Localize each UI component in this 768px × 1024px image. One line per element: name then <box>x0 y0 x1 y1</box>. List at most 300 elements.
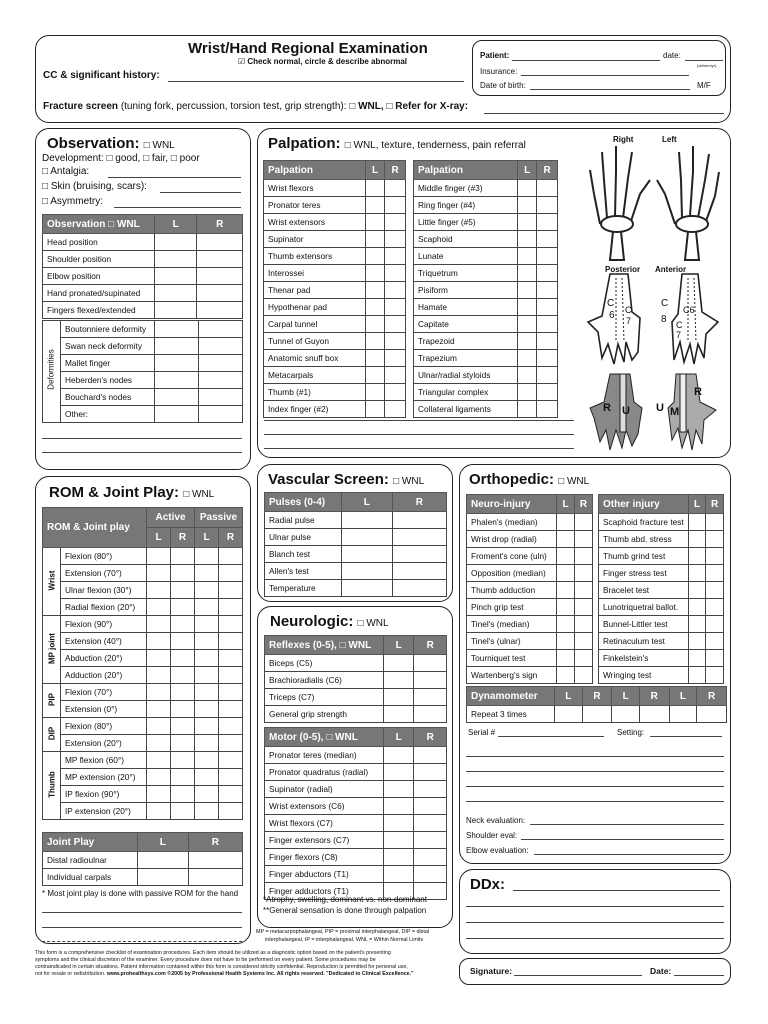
cell[interactable] <box>385 214 406 231</box>
orthopedic-notes-line[interactable] <box>466 756 724 757</box>
cell[interactable] <box>188 869 242 886</box>
cell[interactable] <box>155 302 197 319</box>
patient-label: Patient: <box>480 51 510 60</box>
cell[interactable] <box>575 531 593 548</box>
cell[interactable] <box>575 599 593 616</box>
cell[interactable] <box>612 706 640 723</box>
cell[interactable] <box>384 706 414 723</box>
cell[interactable] <box>171 786 195 803</box>
cell[interactable] <box>537 197 558 214</box>
palpation-row-label: Metacarpals <box>264 367 366 384</box>
cell[interactable] <box>706 582 724 599</box>
cell[interactable] <box>518 299 537 316</box>
cell[interactable] <box>219 633 243 650</box>
table-row <box>264 333 406 350</box>
cell[interactable] <box>669 706 697 723</box>
cell[interactable] <box>171 735 195 752</box>
cell[interactable] <box>199 338 243 355</box>
cell[interactable] <box>147 735 171 752</box>
table-row <box>43 650 243 667</box>
cell[interactable] <box>195 582 219 599</box>
cell[interactable] <box>147 565 171 582</box>
cell[interactable] <box>342 529 393 546</box>
elbow-eval-line[interactable] <box>534 854 724 855</box>
cell[interactable] <box>195 769 219 786</box>
cell[interactable] <box>537 299 558 316</box>
palpation-notes-line[interactable] <box>264 434 574 435</box>
rom-notes-line[interactable] <box>42 912 242 913</box>
cell[interactable] <box>557 616 575 633</box>
cell[interactable] <box>392 512 446 529</box>
rom-group-cell <box>43 548 61 616</box>
table-row <box>599 667 724 684</box>
palpation-row-label: Wrist flexors <box>264 180 366 197</box>
cell[interactable] <box>147 599 171 616</box>
cell[interactable] <box>414 832 447 849</box>
cell[interactable] <box>385 180 406 197</box>
cell[interactable] <box>171 769 195 786</box>
cell[interactable] <box>688 565 706 582</box>
cell[interactable] <box>706 565 724 582</box>
observation-wnl-checkbox[interactable]: □ WNL <box>143 140 175 151</box>
rom-notes-line[interactable] <box>42 927 242 928</box>
cell[interactable] <box>171 684 195 701</box>
cell[interactable] <box>557 582 575 599</box>
cell[interactable] <box>688 650 706 667</box>
observation-notes-line[interactable] <box>42 452 242 453</box>
cell[interactable] <box>155 285 197 302</box>
cell[interactable] <box>688 667 706 684</box>
cell[interactable] <box>537 401 558 418</box>
cell[interactable] <box>171 718 195 735</box>
cell[interactable] <box>197 251 243 268</box>
palpation-notes-line[interactable] <box>264 448 574 449</box>
cell[interactable] <box>385 384 406 401</box>
cell[interactable] <box>557 548 575 565</box>
setting-line[interactable] <box>650 736 722 737</box>
cell[interactable] <box>199 389 243 406</box>
cell[interactable] <box>706 650 724 667</box>
cell[interactable] <box>365 265 384 282</box>
cell[interactable] <box>384 781 414 798</box>
patient-line[interactable] <box>512 60 660 61</box>
cell[interactable] <box>138 869 189 886</box>
cell[interactable] <box>392 580 446 597</box>
cell[interactable] <box>195 735 219 752</box>
cell[interactable] <box>365 231 384 248</box>
ddx-line[interactable] <box>466 906 724 907</box>
cell[interactable] <box>537 384 558 401</box>
cell[interactable] <box>706 548 724 565</box>
palpation-notes-line[interactable] <box>264 420 574 421</box>
table-row <box>599 633 724 650</box>
table-row <box>43 718 243 735</box>
cell[interactable] <box>199 406 243 423</box>
cell[interactable] <box>688 599 706 616</box>
orthopedic-notes-line[interactable] <box>466 786 724 787</box>
cell[interactable] <box>219 684 243 701</box>
signature-line[interactable] <box>514 975 642 976</box>
cell[interactable] <box>155 268 197 285</box>
neck-eval-line[interactable] <box>530 824 724 825</box>
cell[interactable] <box>147 616 171 633</box>
cell[interactable] <box>688 531 706 548</box>
cell[interactable] <box>384 798 414 815</box>
neurologic-heading: Neurologic: <box>270 613 354 630</box>
cell[interactable] <box>575 667 593 684</box>
cell[interactable] <box>557 633 575 650</box>
cell[interactable] <box>384 866 414 883</box>
cell[interactable] <box>582 706 612 723</box>
cell[interactable] <box>219 735 243 752</box>
cell[interactable] <box>575 582 593 599</box>
cell[interactable] <box>171 616 195 633</box>
cell[interactable] <box>195 701 219 718</box>
cell[interactable] <box>518 180 537 197</box>
cell[interactable] <box>195 803 219 820</box>
cell[interactable] <box>219 701 243 718</box>
cell[interactable] <box>385 299 406 316</box>
cell[interactable] <box>147 752 171 769</box>
cell[interactable] <box>195 548 219 565</box>
cell[interactable] <box>365 214 384 231</box>
cell[interactable] <box>219 803 243 820</box>
cell[interactable] <box>147 650 171 667</box>
cell[interactable] <box>688 616 706 633</box>
rom-wnl-checkbox[interactable]: □ WNL <box>183 489 215 500</box>
cell[interactable] <box>219 769 243 786</box>
cell[interactable] <box>688 582 706 599</box>
cell[interactable] <box>518 384 537 401</box>
rom-row-label: MP flexion (60°) <box>61 752 147 769</box>
cell[interactable] <box>537 367 558 384</box>
cell[interactable] <box>414 798 447 815</box>
cc-line[interactable] <box>168 81 464 82</box>
cell[interactable] <box>557 667 575 684</box>
cell[interactable] <box>414 815 447 832</box>
cell[interactable] <box>365 299 384 316</box>
cell[interactable] <box>518 231 537 248</box>
cell[interactable] <box>385 350 406 367</box>
fracture-options[interactable]: □ WNL, □ Refer for X-ray: <box>349 101 469 112</box>
table-row <box>43 321 243 338</box>
cell[interactable] <box>342 580 393 597</box>
cell[interactable] <box>365 401 384 418</box>
footer-date-line[interactable] <box>674 975 724 976</box>
orthopedic-notes-line[interactable] <box>466 771 724 772</box>
cell[interactable] <box>537 333 558 350</box>
cell[interactable] <box>414 764 447 781</box>
cell[interactable] <box>557 531 575 548</box>
cell[interactable] <box>557 650 575 667</box>
cell[interactable] <box>171 650 195 667</box>
cell[interactable] <box>171 752 195 769</box>
cell[interactable] <box>392 563 446 580</box>
cell[interactable] <box>199 321 243 338</box>
cell[interactable] <box>414 781 447 798</box>
cell[interactable] <box>706 667 724 684</box>
cell[interactable] <box>171 582 195 599</box>
cell[interactable] <box>219 616 243 633</box>
fracture-line[interactable] <box>484 113 724 114</box>
cell[interactable] <box>392 529 446 546</box>
asymmetry-line[interactable] <box>114 207 241 208</box>
cell[interactable] <box>365 333 384 350</box>
cell[interactable] <box>365 282 384 299</box>
motor-row-label: Finger abductors (T1) <box>265 866 384 883</box>
cell[interactable] <box>414 706 447 723</box>
cell[interactable] <box>537 265 558 282</box>
cell[interactable] <box>219 599 243 616</box>
cell[interactable] <box>688 633 706 650</box>
cell[interactable] <box>147 548 171 565</box>
antalgia-line[interactable] <box>108 177 241 178</box>
cell[interactable] <box>537 316 558 333</box>
palpation-row-label: Thenar pad <box>264 282 366 299</box>
cell[interactable] <box>385 231 406 248</box>
cell[interactable] <box>219 786 243 803</box>
cell[interactable] <box>147 786 171 803</box>
cell[interactable] <box>195 667 219 684</box>
joint-play-table <box>42 832 243 886</box>
rom-group-label: Wrist <box>47 570 57 591</box>
cell[interactable] <box>385 367 406 384</box>
serial-line[interactable] <box>498 736 604 737</box>
cell[interactable] <box>147 684 171 701</box>
orthopedic-wnl-checkbox[interactable]: □ WNL <box>558 476 590 487</box>
cell[interactable] <box>219 718 243 735</box>
cell[interactable] <box>385 401 406 418</box>
cell[interactable] <box>365 197 384 214</box>
cell[interactable] <box>414 747 447 764</box>
ddx-line[interactable] <box>466 938 724 939</box>
observation-notes-line[interactable] <box>42 438 242 439</box>
cell[interactable] <box>385 333 406 350</box>
table-row <box>43 786 243 803</box>
cell[interactable] <box>197 268 243 285</box>
skin-label[interactable]: □ Skin (bruising, scars): <box>42 181 147 192</box>
cell[interactable] <box>706 633 724 650</box>
cell[interactable] <box>197 285 243 302</box>
cell[interactable] <box>342 546 393 563</box>
orthopedic-notes-line[interactable] <box>466 801 724 802</box>
cell[interactable] <box>518 333 537 350</box>
cell[interactable] <box>342 563 393 580</box>
cell[interactable] <box>365 180 384 197</box>
cell[interactable] <box>147 701 171 718</box>
cell[interactable] <box>199 372 243 389</box>
cell[interactable] <box>384 689 414 706</box>
cell[interactable] <box>557 565 575 582</box>
cell[interactable] <box>706 531 724 548</box>
rom-heading: ROM & Joint Play: <box>49 484 180 501</box>
cell[interactable] <box>688 548 706 565</box>
cell[interactable] <box>537 248 558 265</box>
cell[interactable] <box>385 265 406 282</box>
cell[interactable] <box>518 197 537 214</box>
insurance-line[interactable] <box>521 75 689 76</box>
cell[interactable] <box>384 655 414 672</box>
palpation-row-label: Scaphoid <box>414 231 518 248</box>
cell[interactable] <box>195 718 219 735</box>
vascular-wnl-checkbox[interactable]: □ WNL <box>393 476 425 487</box>
cell[interactable] <box>219 582 243 599</box>
asymmetry-label[interactable]: □ Asymmetry: <box>42 196 104 207</box>
table-row <box>43 735 243 752</box>
cell[interactable] <box>219 667 243 684</box>
cell[interactable] <box>537 231 558 248</box>
table-row <box>43 234 243 251</box>
cell[interactable] <box>575 548 593 565</box>
rom-group-cell <box>43 616 61 684</box>
cell[interactable] <box>171 701 195 718</box>
cell[interactable] <box>138 852 189 869</box>
cell[interactable] <box>147 633 171 650</box>
cell[interactable] <box>575 650 593 667</box>
joint-play-row-label: Individual carpals <box>43 869 138 886</box>
cell[interactable] <box>639 706 669 723</box>
date-line[interactable] <box>685 60 723 61</box>
cell[interactable] <box>365 367 384 384</box>
cell[interactable] <box>706 616 724 633</box>
dob-line[interactable] <box>530 89 690 90</box>
shoulder-eval-line[interactable] <box>521 839 724 840</box>
cell[interactable] <box>219 650 243 667</box>
cell[interactable] <box>537 180 558 197</box>
cell[interactable] <box>155 321 199 338</box>
table-row <box>467 650 593 667</box>
cell[interactable] <box>392 546 446 563</box>
cell[interactable] <box>219 548 243 565</box>
cell[interactable] <box>219 752 243 769</box>
cell[interactable] <box>537 214 558 231</box>
cell[interactable] <box>557 599 575 616</box>
cell[interactable] <box>155 372 199 389</box>
ddx-line[interactable] <box>513 890 720 891</box>
cell[interactable] <box>555 706 583 723</box>
neuro-injury-row-label: Pinch grip test <box>467 599 557 616</box>
cell[interactable] <box>688 514 706 531</box>
cell[interactable] <box>195 684 219 701</box>
cell[interactable] <box>365 350 384 367</box>
cell[interactable] <box>385 248 406 265</box>
cell[interactable] <box>195 599 219 616</box>
rom-notes-line[interactable] <box>42 941 242 942</box>
cell[interactable] <box>384 672 414 689</box>
cell[interactable] <box>147 803 171 820</box>
cell[interactable] <box>195 752 219 769</box>
cell[interactable] <box>518 265 537 282</box>
cell[interactable] <box>171 633 195 650</box>
cell[interactable] <box>518 248 537 265</box>
cell[interactable] <box>414 655 447 672</box>
neurologic-wnl-checkbox[interactable]: □ WNL <box>357 618 389 629</box>
cell[interactable] <box>365 384 384 401</box>
cell[interactable] <box>706 599 724 616</box>
ddx-line[interactable] <box>466 922 724 923</box>
cell[interactable] <box>171 667 195 684</box>
cell[interactable] <box>365 316 384 333</box>
cell[interactable] <box>197 234 243 251</box>
cell[interactable] <box>384 815 414 832</box>
setting-label: Setting: <box>617 728 645 737</box>
development-line[interactable]: Development: □ good, □ fair, □ poor <box>42 153 200 164</box>
cell[interactable] <box>155 338 199 355</box>
cell[interactable] <box>195 650 219 667</box>
cell[interactable] <box>385 282 406 299</box>
cell[interactable] <box>188 852 242 869</box>
cell[interactable] <box>171 565 195 582</box>
observation-row-label: Hand pronated/supinated <box>43 285 155 302</box>
cell[interactable] <box>147 769 171 786</box>
cell[interactable] <box>575 616 593 633</box>
cell[interactable] <box>195 565 219 582</box>
cell[interactable] <box>385 316 406 333</box>
cell[interactable] <box>219 565 243 582</box>
cell[interactable] <box>365 248 384 265</box>
cell[interactable] <box>385 197 406 214</box>
rom-col-r: R <box>171 528 195 548</box>
cell[interactable] <box>537 282 558 299</box>
cell[interactable] <box>155 251 197 268</box>
cell[interactable] <box>199 355 243 372</box>
cell[interactable] <box>518 282 537 299</box>
cell[interactable] <box>518 214 537 231</box>
cell[interactable] <box>155 355 199 372</box>
cell[interactable] <box>414 866 447 883</box>
cell[interactable] <box>195 786 219 803</box>
cell[interactable] <box>697 706 727 723</box>
cell[interactable] <box>155 406 199 423</box>
cell[interactable] <box>706 514 724 531</box>
cell[interactable] <box>384 849 414 866</box>
cell[interactable] <box>147 718 171 735</box>
cell[interactable] <box>537 350 558 367</box>
cell[interactable] <box>518 367 537 384</box>
observation-table <box>42 214 243 319</box>
cell[interactable] <box>171 599 195 616</box>
vascular-title <box>268 471 424 488</box>
palpation-wnl-checkbox[interactable]: □ WNL, texture, tenderness, pain referral <box>344 140 526 151</box>
cell[interactable] <box>557 514 575 531</box>
cell[interactable] <box>575 514 593 531</box>
cell[interactable] <box>575 565 593 582</box>
cell[interactable] <box>147 667 171 684</box>
cell[interactable] <box>195 616 219 633</box>
cell[interactable] <box>147 582 171 599</box>
antalgia-label[interactable]: □ Antalgia: <box>42 166 90 177</box>
cell[interactable] <box>384 764 414 781</box>
skin-line[interactable] <box>160 192 241 193</box>
cell[interactable] <box>575 633 593 650</box>
cell[interactable] <box>197 302 243 319</box>
cell[interactable] <box>414 689 447 706</box>
cell[interactable] <box>155 234 197 251</box>
cell[interactable] <box>155 389 199 406</box>
cell[interactable] <box>518 401 537 418</box>
table-row <box>414 265 558 282</box>
cell[interactable] <box>518 316 537 333</box>
cell[interactable] <box>171 803 195 820</box>
cell[interactable] <box>342 512 393 529</box>
cell[interactable] <box>414 849 447 866</box>
cell[interactable] <box>414 672 447 689</box>
cell[interactable] <box>518 350 537 367</box>
cell[interactable] <box>171 548 195 565</box>
cell[interactable] <box>384 747 414 764</box>
cell[interactable] <box>195 633 219 650</box>
cell[interactable] <box>384 832 414 849</box>
